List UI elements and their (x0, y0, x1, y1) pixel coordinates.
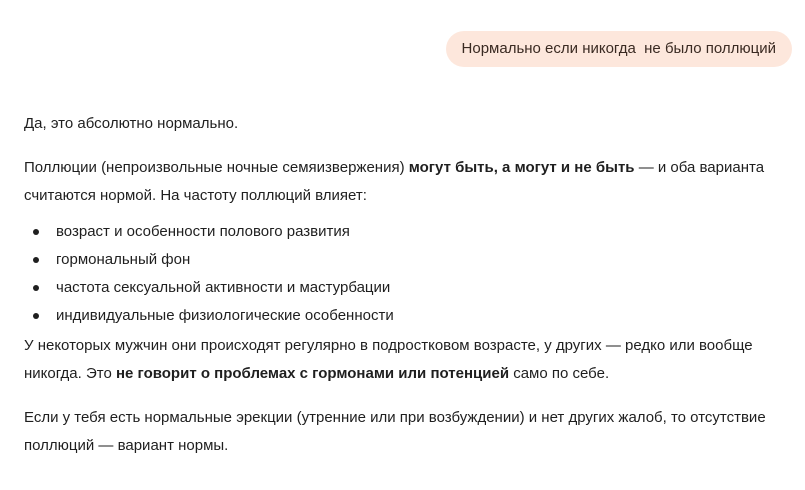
user-message-bubble: Нормально если никогда не было поллюций (446, 31, 792, 67)
list-item-text: гормональный фон (56, 251, 191, 268)
assistant-paragraph-4: Если у тебя есть нормальные эрекции (утренние или при возбуждении) и нет других жалоб, то отсутствие поллюций — вариант нормы. (24, 409, 766, 454)
assistant-paragraph-3-bold: не говорит о проблемах с гормонами или потенцией (115, 365, 510, 382)
list-item-text: индивидуальные физиологические особенности (56, 307, 394, 324)
assistant-paragraph-2-bold: могут быть, а могут и не быть (408, 159, 635, 176)
assistant-paragraph-3-text-a: У некоторых мужчин они происходят регулярно в подростковом возрасте, у других — редко или вообще никогда. Это (24, 337, 753, 382)
list-item-text: частота сексуальной активности и мастурбации (56, 279, 391, 296)
list-item-text: возраст и особенности полового развития (56, 223, 350, 240)
factors-list (24, 218, 784, 330)
assistant-paragraph-1: Да, это абсолютно нормально. (24, 115, 239, 132)
bullet-icon (33, 285, 39, 291)
list-item (24, 274, 784, 302)
bullet-icon (33, 313, 39, 319)
list-item (24, 218, 784, 246)
user-message-row (446, 31, 792, 67)
bullet-icon (33, 229, 39, 235)
assistant-paragraph-2-text-b: — и оба варианта считаются нормой. На частоту поллюций влияет: (24, 159, 765, 204)
assistant-message (24, 110, 784, 460)
assistant-paragraph-3 (24, 332, 784, 388)
list-item (24, 302, 784, 330)
assistant-paragraph-2 (24, 154, 784, 210)
assistant-paragraph-2-text-a: Поллюции (непроизвольные ночные семяизвержения) (24, 159, 409, 176)
assistant-paragraph-3-text-b: само по себе. (509, 365, 610, 382)
list-item (24, 246, 784, 274)
bullet-icon (33, 257, 39, 263)
